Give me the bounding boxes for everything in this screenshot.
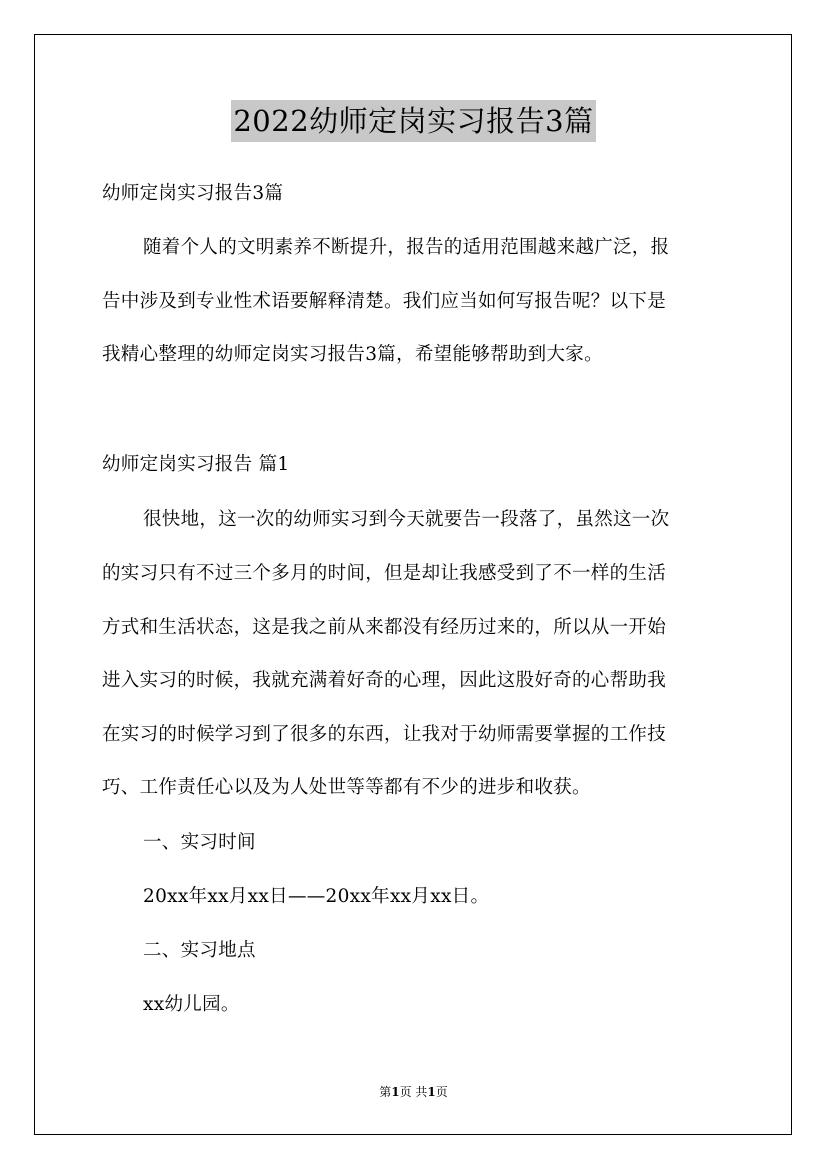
body-line-2: 的实习只有不过三个多月的时间，但是却让我感受到了不一样的生活 [102,563,667,584]
intro-line-1: 随着个人的文明素养不断提升，报告的适用范围越来越广泛，报 [143,237,670,258]
title-container [0,100,827,142]
intro-line-2: 告中涉及到专业性术语要解释清楚。我们应当如何写报告呢？以下是 [102,291,667,312]
item-value-location: xx幼儿园。 [143,994,240,1015]
document-subtitle: 幼师定岗实习报告3篇 [102,183,284,204]
footer-prefix: 第 [379,1085,392,1099]
footer-middle: 页 共 [399,1085,428,1099]
footer-page-number: 1 [391,1085,400,1099]
footer-suffix: 页 [435,1085,448,1099]
item-value-time: 20xx年xx月xx日——20xx年xx月xx日。 [143,886,490,907]
item-heading-location: 二、实习地点 [143,940,256,961]
page-footer [0,1084,827,1100]
footer-page-total: 1 [427,1085,436,1099]
section-heading: 幼师定岗实习报告 篇1 [102,454,290,475]
item-heading-time: 一、实习时间 [143,832,256,853]
document-title: 2022幼师定岗实习报告3篇 [231,100,595,142]
body-line-1: 很快地，这一次的幼师实习到今天就要告一段落了，虽然这一次 [143,509,670,530]
body-line-3: 方式和生活状态，这是我之前从来都没有经历过来的，所以从一开始 [102,617,667,638]
body-line-4: 进入实习的时候，我就充满着好奇的心理，因此这股好奇的心帮助我 [102,670,667,691]
intro-line-3: 我精心整理的幼师定岗实习报告3篇，希望能够帮助到大家。 [102,344,603,365]
body-line-6: 巧、工作责任心以及为人处世等等都有不少的进步和收获。 [102,777,591,798]
body-line-5: 在实习的时候学习到了很多的东西，让我对于幼师需要掌握的工作技 [102,724,667,745]
